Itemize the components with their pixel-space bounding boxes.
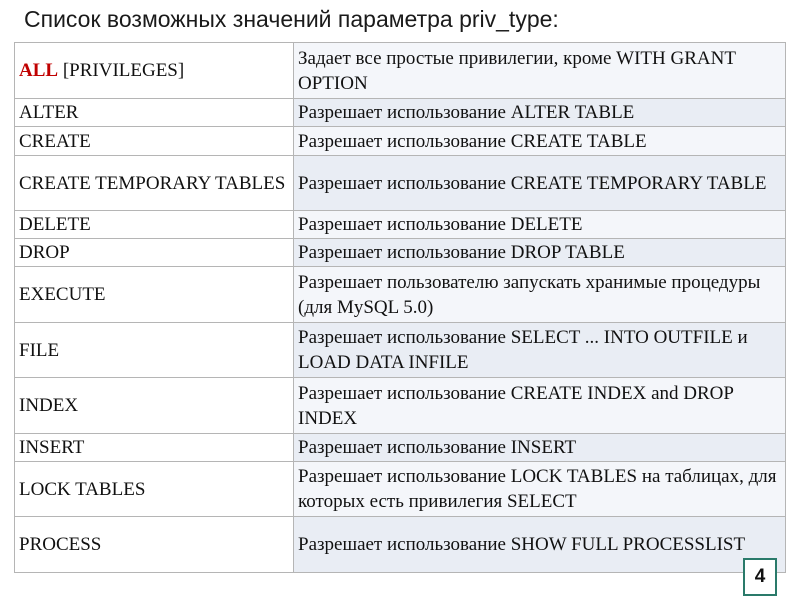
priv-name: INSERT [15, 434, 294, 462]
table-row [15, 267, 786, 323]
priv-type-table [14, 42, 786, 573]
priv-desc: Разрешает использование DROP TABLE [294, 239, 786, 267]
table-row [15, 378, 786, 434]
slide-title: Список возможных значений параметра priv_type: [24, 6, 559, 32]
priv-desc: Разрешает использование CREATE INDEX and DROP INDEX [294, 378, 786, 434]
priv-desc: Задает все простые привилегии, кроме WITH GRANT OPTION [294, 43, 786, 99]
table-row [15, 156, 786, 211]
table-row [15, 239, 786, 267]
priv-name: CREATE [15, 127, 294, 156]
priv-name: LOCK TABLES [15, 462, 294, 517]
priv-name: CREATE TEMPORARY TABLES [15, 156, 294, 211]
priv-desc: Разрешает использование INSERT [294, 434, 786, 462]
priv-desc: Разрешает использование LOCK TABLES на таблицах, для которых есть привилегия SELECT [294, 462, 786, 517]
priv-name-cell [15, 43, 294, 99]
priv-name: EXECUTE [15, 267, 294, 323]
priv-desc: Разрешает пользователю запускать хранимые процедуры (для MySQL 5.0) [294, 267, 786, 323]
priv-name: ALTER [15, 99, 294, 127]
priv-desc: Разрешает использование ALTER TABLE [294, 99, 786, 127]
priv-name-emphasis: ALL [19, 60, 59, 81]
table-row [15, 127, 786, 156]
priv-name: INDEX [15, 378, 294, 434]
table-row [15, 323, 786, 378]
table-row [15, 462, 786, 517]
priv-desc: Разрешает использование DELETE [294, 211, 786, 239]
priv-desc: Разрешает использование CREATE TABLE [294, 127, 786, 156]
page-number-badge: 4 [743, 558, 777, 596]
table-row [15, 43, 786, 99]
priv-name: DROP [15, 239, 294, 267]
table-row [15, 517, 786, 573]
table-row [15, 211, 786, 239]
priv-name: DELETE [15, 211, 294, 239]
table-row [15, 434, 786, 462]
priv-desc: Разрешает использование SELECT ... INTO OUTFILE и LOAD DATA INFILE [294, 323, 786, 378]
priv-desc: Разрешает использование CREATE TEMPORARY TABLE [294, 156, 786, 211]
priv-name: [PRIVILEGES] [58, 60, 185, 81]
priv-name: PROCESS [15, 517, 294, 573]
table-row [15, 99, 786, 127]
priv-desc: Разрешает использование SHOW FULL PROCESSLIST [294, 517, 786, 573]
priv-name: FILE [15, 323, 294, 378]
